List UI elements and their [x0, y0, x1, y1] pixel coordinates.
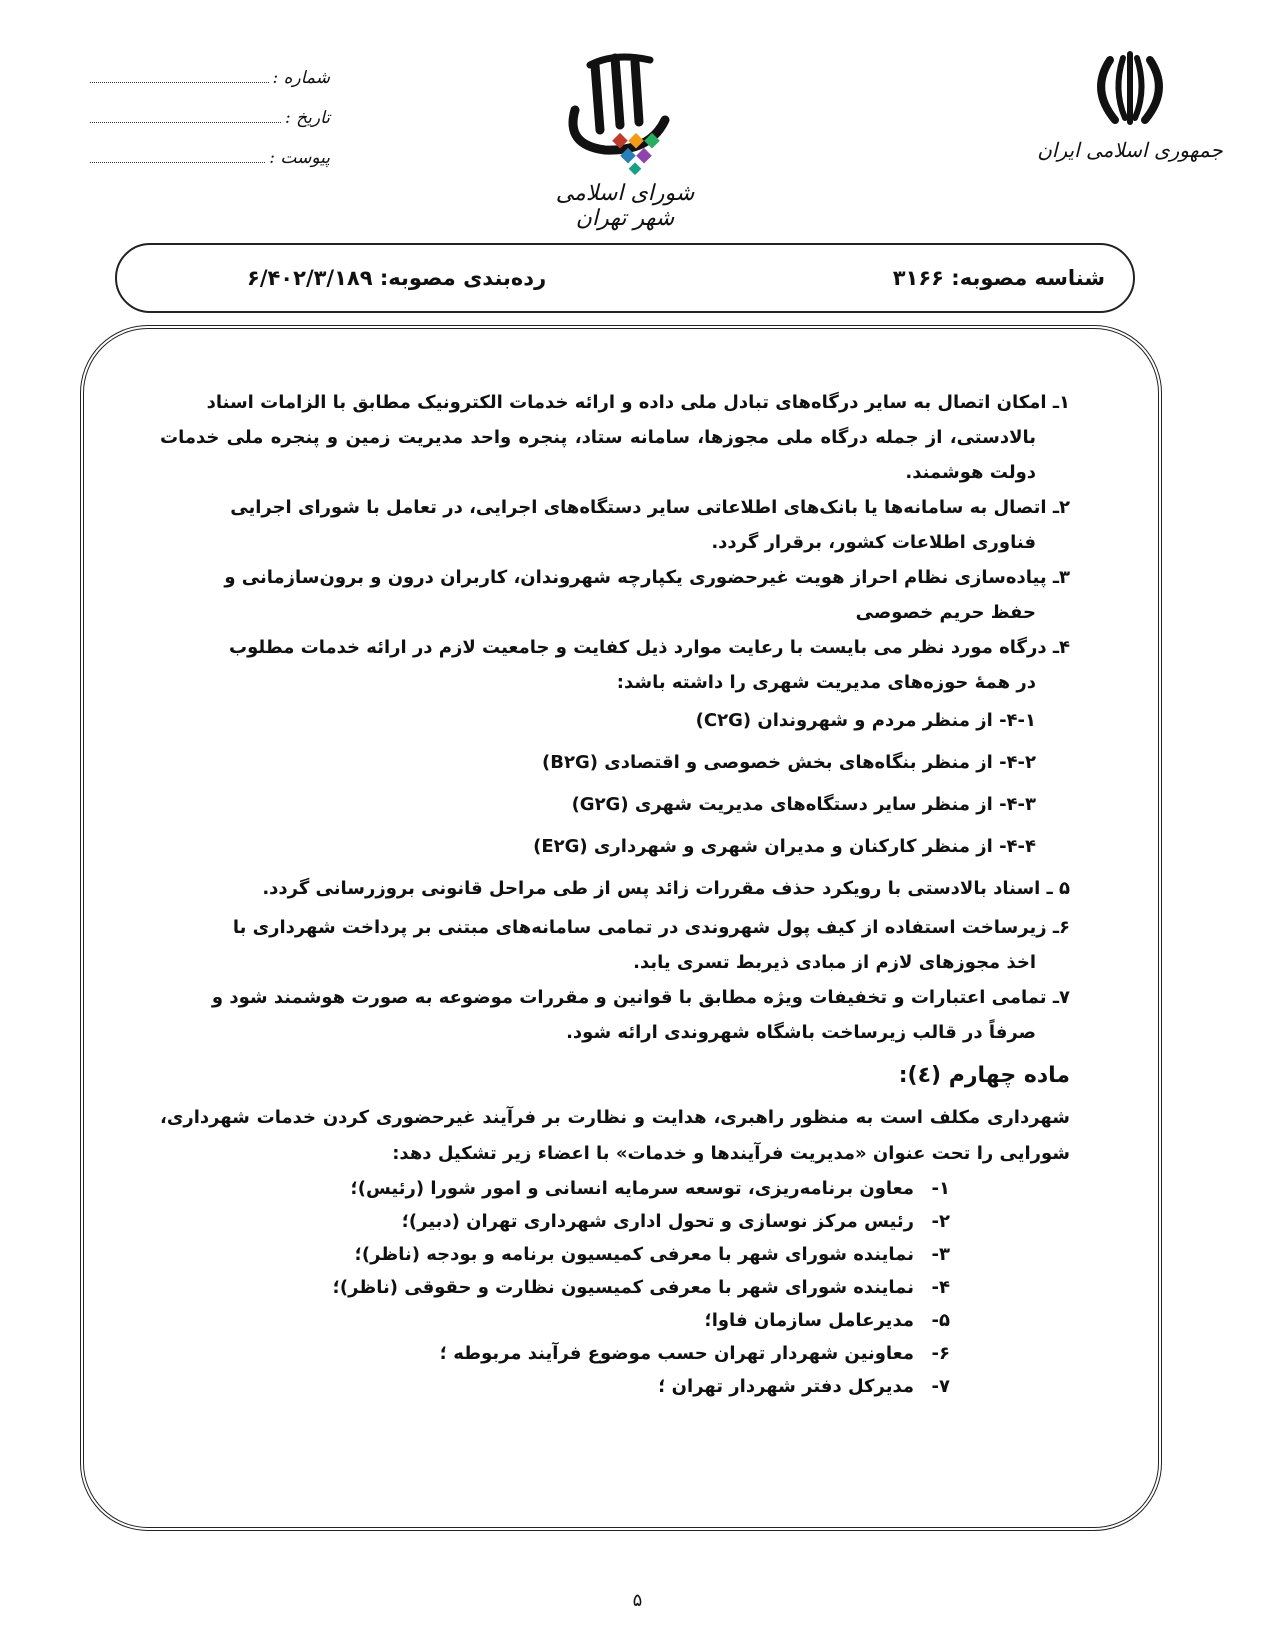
member-text: نماینده شورای شهر با معرفی کمیسیون برنامه و بودجه (ناظر)؛	[354, 1244, 914, 1265]
clause-5: ۵ ـ اسناد بالادستی با رویکرد حذف مقررات زائد پس از طی مراحل قانونی بروزرسانی گردد.	[262, 878, 1070, 899]
member-number: ۲-	[931, 1211, 950, 1232]
iran-emblem	[1030, 50, 1230, 162]
clause-1-first-line: ۱ـ امکان اتصال به سایر درگاه‌های تبادل ملی داده و ارائه خدمات الکترونیک مطابق با الزامات اسناد	[206, 392, 1070, 413]
committee-members-list	[160, 1172, 1070, 1403]
clause-6-continuation: اخذ مجوزهای لازم از مبادی ذیربط تسری یابد.	[633, 952, 1036, 973]
member-item	[160, 1304, 950, 1337]
clause-2	[160, 490, 1070, 560]
clause-7-first-line: ۷ـ تمامی اعتبارات و تخفیفات ویژه مطابق با قوانین و مقررات موضوعه به صورت هوشمند شود و	[211, 987, 1070, 1008]
clause-3	[160, 560, 1070, 630]
number-label: شماره :	[272, 68, 330, 88]
clause-4	[160, 630, 1070, 700]
clause-4-first-line: ۴ـ درگاه مورد نظر می بایست با رعایت موارد ذیل کفایت و جامعیت لازم در ارائه خدمات مطلوب	[229, 637, 1070, 658]
clause-2-continuation: فناوری اطلاعات کشور، برقرار گردد.	[711, 532, 1036, 553]
member-text: نماینده شورای شهر با معرفی کمیسیون نظارت و حقوقی (ناظر)؛	[332, 1277, 914, 1298]
council-emblem-icon	[555, 50, 695, 175]
clause-4-continuation: در همهٔ حوزه‌های مدیریت شهری را داشته باشد:	[616, 672, 1036, 693]
clause-3-first-line: ۳ـ پیاده‌سازی نظام احراز هویت غیرحضوری یکپارچه شهروندان، کاربران درون و برون‌سازمانی و	[224, 567, 1070, 588]
member-number: ۶-	[931, 1343, 950, 1364]
member-text: مدیرکل دفتر شهردار تهران ؛	[658, 1376, 914, 1397]
attachment-field	[90, 148, 330, 188]
resolution-classification: رده‌بندی مصوبه: ۶/۴۰۲/۳/۱۸۹	[247, 266, 547, 290]
number-field	[90, 68, 330, 108]
clause-4-3: ۴-۳- از منظر سایر دستگاه‌های مدیریت شهری (G۲G)	[571, 794, 1036, 815]
member-number: ۷-	[931, 1376, 950, 1397]
iran-emblem-icon	[1085, 50, 1175, 130]
council-name: شورای اسلامی شهر تهران	[555, 181, 695, 231]
member-text: رئیس مرکز نوسازی و تحول اداری شهرداری تهران (دبیر)؛	[401, 1211, 914, 1232]
state-name: جمهوری اسلامی ایران	[1037, 138, 1223, 162]
clause-4-2: ۴-۲- از منظر بنگاه‌های بخش خصوصی و اقتصادی (B۲G)	[542, 752, 1036, 773]
date-line	[90, 121, 281, 123]
clause-7	[160, 980, 1070, 1050]
resolution-body	[160, 385, 1070, 1403]
member-number: ۳-	[931, 1244, 950, 1265]
clause-7-continuation: صرفاً در قالب زیرساخت باشگاه شهروندی ارائه شود.	[566, 1022, 1036, 1043]
resolution-header	[115, 243, 1135, 313]
member-text: مدیرعامل سازمان فاوا؛	[704, 1310, 914, 1331]
clause-6	[160, 910, 1070, 980]
attachment-label: پیوست :	[269, 148, 330, 168]
article-4-paragraph: شهرداری مکلف است به منظور راهبری، هدایت و نظارت بر فرآیند غیرحضوری کردن خدمات شهرداری، شورایی را تحت عنوان «مدیریت فرآیندها و خدمات» با اعضاء زیر تشکیل دهد:	[160, 1107, 1070, 1164]
member-number: ۵-	[931, 1310, 950, 1331]
member-text: معاونین شهردار تهران حسب موضوع فرآیند مربوطه ؛	[439, 1343, 914, 1364]
clause-4-4: ۴-۴- از منظر کارکنان و مدیران شهری و شهرداری (E۲G)	[533, 836, 1036, 857]
member-item	[160, 1370, 950, 1403]
member-item	[160, 1271, 950, 1304]
member-item	[160, 1337, 950, 1370]
clause-3-continuation: حفظ حریم خصوصی	[855, 602, 1036, 623]
letter-meta-block	[90, 68, 330, 188]
member-number: ۴-	[931, 1277, 950, 1298]
clause-1-continuation: بالادستی، از جمله درگاه ملی مجوزها، سامانه ستاد، پنجره واحد مدیریت زمین و پنجره ملی خدمات دولت هوشمند.	[160, 427, 1036, 483]
clause-2-first-line: ۲ـ اتصال به سامانه‌ها یا بانک‌های اطلاعاتی سایر دستگاه‌های اجرایی، در تعامل با شورای اجرایی	[230, 497, 1070, 518]
clause-6-first-line: ۶ـ زیرساخت استفاده از کیف پول شهروندی در تمامی سامانه‌های مبتنی بر پرداخت شهرداری با	[232, 917, 1070, 938]
date-label: تاریخ :	[285, 108, 330, 128]
clause-4-1: ۴-۱- از منظر مردم و شهروندان (C۲G)	[695, 710, 1036, 731]
member-item	[160, 1205, 950, 1238]
article-4-title: ماده چهارم (٤):	[898, 1063, 1070, 1088]
page-number: ۵	[632, 1590, 643, 1611]
number-line	[90, 81, 269, 83]
member-item	[160, 1238, 950, 1271]
resolution-id: شناسه مصوبه: ۳۱۶۶	[892, 266, 1105, 290]
member-text: معاون برنامه‌ریزی، توسعه سرمایه انسانی و امور شورا (رئیس)؛	[350, 1178, 914, 1199]
date-field	[90, 108, 330, 148]
clause-1	[160, 385, 1070, 490]
member-item	[160, 1172, 950, 1205]
council-logo	[545, 50, 705, 231]
member-number: ۱-	[931, 1178, 950, 1199]
attachment-line	[90, 161, 265, 163]
